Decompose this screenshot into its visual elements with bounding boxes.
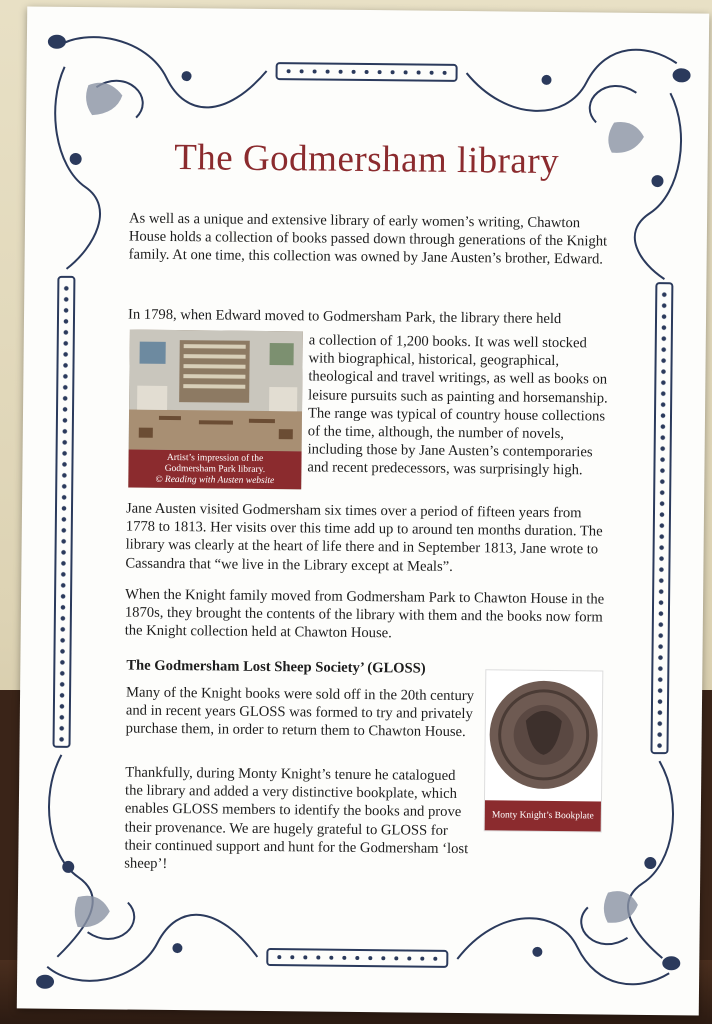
library-caption-line1: Artist’s impression of the <box>166 452 264 464</box>
bookplate-seal <box>485 670 602 801</box>
library-painting <box>129 330 303 452</box>
paragraph-intro: As well as a unique and extensive library of early women’s writing, Chawton House holds a collection of books passed down through generations of the Knight family. At one time, this collection was owned by Jane Austen’s brother, Edward. <box>128 210 608 268</box>
paragraph-gloss: Many of the Knight books were sold off in the 20th century and in recent years GLOSS was formed to try and privately purchase them, in order to return them to Chawton House. <box>125 684 475 741</box>
library-caption-line2: Godmersham Park library. <box>164 463 266 475</box>
sign-board <box>17 6 709 1015</box>
paragraph-bookplate: Thankfully, during Monty Knight’s tenure he catalogued the library and added a very distinctive bookplate, which enables GLOSS members to identify the books and prove their provenance. We are hugely grateful to GLOSS for their continued support and hunt for the Godmersham ‘lost sheep’! <box>124 764 469 872</box>
library-caption <box>128 450 301 490</box>
library-caption-line3: © Reading with Austen website <box>155 474 275 487</box>
bookplate-caption: Monty Knight’s Bookplate <box>485 800 601 831</box>
paragraph-visits: Jane Austen visited Godmersham six times over a period of fifteen years from 1778 to 1813. Her visits over this time add up to around ten months duration. The library was clearly at the heart of life there and in September 1813, Jane wrote to Cassandra that “we live in the Library except at Meals”. <box>125 500 603 575</box>
page-title: The Godmersham library <box>173 137 560 183</box>
library-illustration <box>128 330 303 490</box>
paragraph-edward-lead: In 1798, when Edward moved to Godmersham Park, the library there held <box>127 306 562 328</box>
bookplate-image <box>484 669 604 832</box>
paragraph-move: When the Knight family moved from Godmersham Park to Chawton House in the 1870s, they brought the contents of the library with them and the books now form the Knight collection held at Chawton House. <box>124 586 605 642</box>
gloss-heading: The Godmersham Lost Sheep Society’ (GLOSS) <box>126 657 426 677</box>
paragraph-edward-rest: a collection of 1,200 books. It was well stocked with biographical, historical, geographical, theological and travel writings, as well as books on leisure pursuits such as painting and horsemanship. The range was typical of country house collections of the time, although, the number of novels, including those by Jane Austen’s contemporaries and recent predecessors, was surprisingly high. <box>307 332 608 479</box>
